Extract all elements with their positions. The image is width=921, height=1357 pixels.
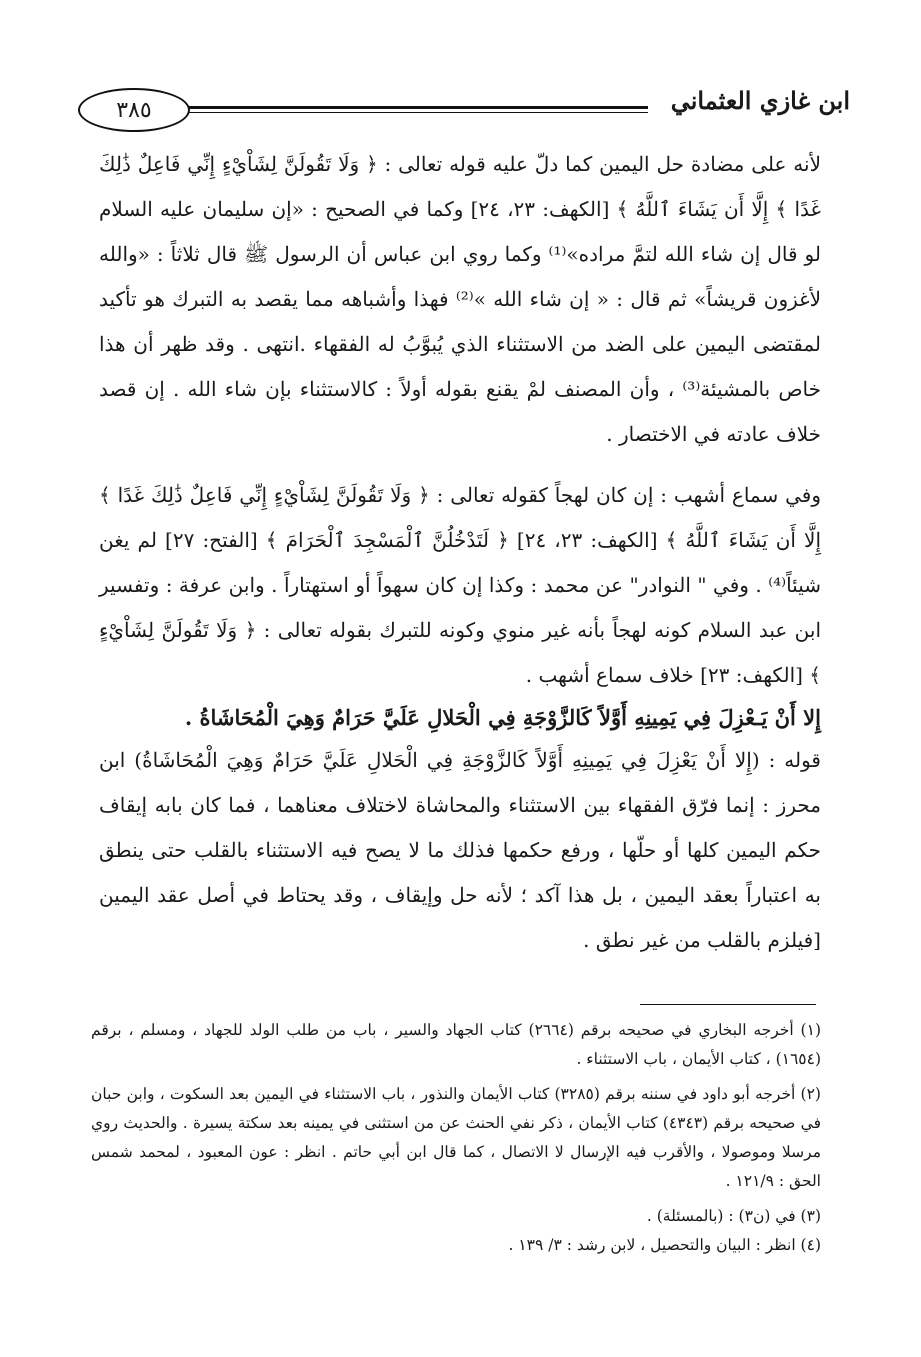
footnote-4: (٤) انظر : البيان والتحصيل ، لابن رشد : ٣/ ١٣٩ . [508, 1236, 821, 1254]
paragraph-1: لأنه على مضادة حل اليمين كما دلّ عليه قوله تعالى : ﴿ وَلَا تَقُولَنَّ لِشَاْيْءٍ إِنِّي فَاعِلٌ ذَٰلِكَ غَدًا ﴾ إِلَّا أَن يَشَاءَ ٱللَّهُ ﴾ [الكهف: ٢٣، ٢٤] وكما في الصحيح : «إن سليمان عليه السلام لو قال إن شاء الله لتمَّ مراده»⁽¹⁾ وكما روي ابن عباس أن الرسول ﷺ قال ثلاثاً : «والله لأغزون قريشاً» ثم قال : « إن شاء الله »⁽²⁾ فهذا وأشباهه مما يقصد به التبرك هو تأكيد لمقتضى اليمين على الضد من الاستثناء الذي يُبوَّبُ له الفقهاء .انتهى . وقد ظهر أن هذا خاص بالمشيئة⁽³⁾ ، وأن المصنف لمْ يقنع بقوله أولاً : كالاستثناء بإن شاء الله . إن قصد خلاف عادته في الاختصار . [99, 152, 822, 446]
footnote-rule [640, 1004, 816, 1005]
page-number: ٣٨٥ [78, 88, 190, 132]
running-title: ابن غازي العثماني [670, 86, 850, 115]
footnotes [91, 1016, 821, 1260]
page-header [70, 72, 850, 132]
paragraph-2: وفي سماع أشهب : إن كان لهجاً كقوله تعالى : ﴿ وَلَا تَقُولَنَّ لِشَاْيْءٍ إِنِّي فَاعِلٌ ذَٰلِكَ غَدًا ﴾ إِلَّا أَن يَشَاءَ ٱللَّهُ ﴾ [الكهف: ٢٣، ٢٤] ﴿ لَتَدْخُلُنَّ ٱلْمَسْجِدَ ٱلْحَرَامَ ﴾ [الفتح: ٢٧] لم يغن شيئاً⁽⁴⁾ . وفي " النوادر" عن محمد : وكذا إن كان سهواً أو استهتاراً . وابن عرفة : وتفسير ابن عبد السلام كونه لهجاً بأنه غير منوي وكونه للتبرك بقوله تعالى : ﴿ وَلَا تَقُولَنَّ لِشَاْيْءٍ ﴾ [الكهف: ٢٣] خلاف سماع أشهب . [99, 483, 822, 687]
footnote-1: (١) أخرجه البخاري في صحيحه برقم (٢٦٦٤) كتاب الجهاد والسير ، باب من طلب الولد للجهاد ، ومسلم ، برقم (١٦٥٤) ، كتاب الأيمان ، باب الاستثناء . [91, 1021, 821, 1068]
paragraph-3: قوله : (إِلا أَنْ يَعْزِلَ فِي يَمِينِهِ أَوَّلاً كَالزَّوْجَةِ فِي الْحَلالِ عَلَيَّ حَرَامٌ وَهِيَ الْمُحَاشَاةُ) ابن محرز : إنما فرّق الفقهاء بين الاستثناء والمحاشاة لاختلاف معناهما ، فما كان بابه إيقاف حكم اليمين كلها أو حلّها ، ورفع حكمها فذلك ما لا يصح فيه الاستثناء بالقلب حتى ينطق به اعتباراً بعقد اليمين ، بل هذا آكد ؛ لأنه حل وإيقاف ، وقد يحتاط في أصل عقد اليمين [فيلزم بالقلب من غير نطق . [99, 748, 821, 952]
matn-heading: إِلا أَنْ يَـعْزِلَ فِي يَمِينِهِ أَوَّلاً كَالزَّوْجَةِ فِي الْحَلالِ عَلَيَّ حَرَامٌ وَهِيَ الْمُحَاشَاةُ . [184, 705, 821, 730]
footnote-3: (٣) في (ن٣) : (بالمسئلة) . [646, 1207, 821, 1225]
footnote-2: (٢) أخرجه أبو داود في سننه برقم (٣٢٨٥) كتاب الأيمان والنذور ، باب الاستثناء في اليمين بعد السكوت ، وابن حبان في صحيحه برقم (٤٣٤٣) كتاب الأيمان ، ذكر نفي الحنث عن من استثنى في يمينه بعد سكتة يسيرة . والحديث روي مرسلا وموصولا ، والأقرب فيه الإرسال لا الاتصال ، كما قال ابن أبي حاتم . انظر : عون المعبود ، لمحمد شمس الحق : ١٢١/٩ . [91, 1085, 821, 1190]
paragraph-gap [99, 457, 821, 473]
main-text [99, 142, 821, 963]
header-rule [188, 106, 648, 113]
